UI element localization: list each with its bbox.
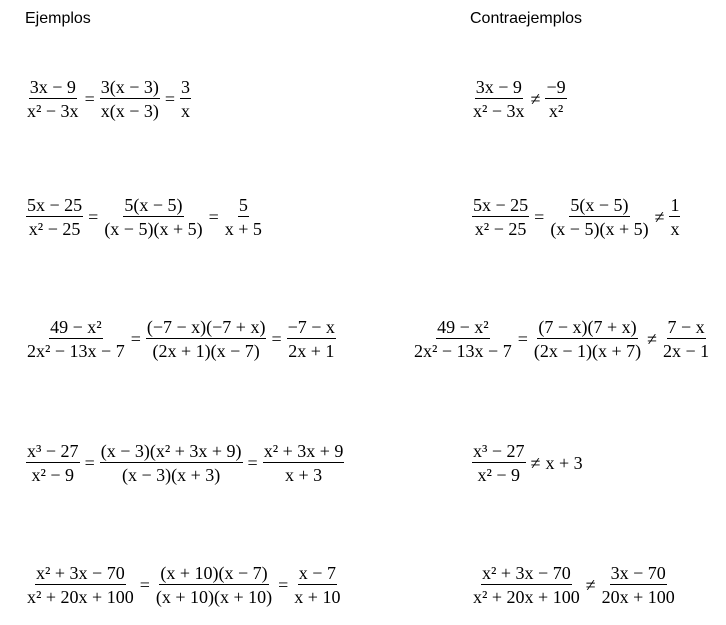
denominator: x² − 9 <box>31 465 75 485</box>
fraction <box>287 318 336 360</box>
operator: = <box>88 207 99 227</box>
fraction <box>669 196 680 238</box>
denominator: x + 5 <box>224 219 262 239</box>
fraction <box>662 318 710 360</box>
denominator: 20x + 100 <box>601 587 675 607</box>
denominator: (x − 3)(x + 3) <box>121 465 221 485</box>
fraction <box>26 78 80 120</box>
fraction <box>26 442 80 484</box>
operator: ≠ <box>647 329 658 349</box>
fraction <box>26 318 126 360</box>
operator: ≠ <box>530 453 541 473</box>
numerator: (7 − x)(7 + x) <box>538 317 637 337</box>
example-5 <box>24 564 343 606</box>
numerator: x² + 3x − 70 <box>36 563 125 583</box>
numerator: (−7 − x)(−7 + x) <box>146 317 266 337</box>
example-2 <box>24 196 265 238</box>
operator: ≠ <box>654 207 665 227</box>
fraction <box>472 78 526 120</box>
denominator: (2x + 1)(x − 7) <box>152 341 260 361</box>
fraction <box>545 78 566 120</box>
counterexample-5 <box>470 564 678 606</box>
denominator: x <box>670 219 680 239</box>
fraction <box>100 442 243 484</box>
denominator: x² − 9 <box>477 465 521 485</box>
fraction <box>472 564 581 606</box>
fraction <box>601 564 676 606</box>
operator: = <box>208 207 219 227</box>
numerator: 5x − 25 <box>27 195 83 215</box>
denominator: (x − 5)(x + 5) <box>550 219 649 239</box>
fraction <box>533 318 642 360</box>
operator: = <box>84 89 95 109</box>
fraction <box>224 196 263 238</box>
denominator: x(x − 3) <box>100 101 159 121</box>
denominator: (x + 10)(x + 10) <box>155 587 273 607</box>
fraction <box>26 196 83 238</box>
numerator: 49 − x² <box>437 317 489 337</box>
heading-contraejemplos: Contraejemplos <box>470 10 583 27</box>
denominator: x <box>181 101 191 121</box>
operator: = <box>84 453 95 473</box>
numerator: 5 <box>238 195 248 215</box>
operator: = <box>247 453 258 473</box>
denominator: x² + 20x + 100 <box>473 587 580 607</box>
numerator: 3x − 9 <box>475 77 522 97</box>
fraction <box>263 442 345 484</box>
operator: = <box>517 329 528 349</box>
fraction <box>472 442 526 484</box>
example-4 <box>24 442 346 484</box>
operator: = <box>534 207 545 227</box>
counterexample-4 <box>470 442 583 484</box>
numerator: 3(x − 3) <box>100 77 159 97</box>
operator: ≠ <box>530 89 541 109</box>
denominator: x² <box>548 101 564 121</box>
numerator: −9 <box>546 77 566 97</box>
fraction <box>180 78 191 120</box>
fraction <box>26 564 135 606</box>
denominator: x + 3 <box>284 465 323 485</box>
fraction <box>472 196 529 238</box>
numerator: 49 − x² <box>50 317 102 337</box>
numerator: (x + 10)(x − 7) <box>160 563 268 583</box>
example-3 <box>24 318 338 360</box>
operator: ≠ <box>585 575 596 595</box>
denominator: x² − 3x <box>27 101 79 121</box>
fraction <box>146 318 267 360</box>
counterexample-2 <box>470 196 682 238</box>
fraction <box>413 318 513 360</box>
denominator: 2x² − 13x − 7 <box>27 341 125 361</box>
denominator: (2x − 1)(x + 7) <box>533 341 642 361</box>
heading-ejemplos: Ejemplos <box>25 10 91 27</box>
numerator: 5(x − 5) <box>570 195 629 215</box>
counterexample-3 <box>411 318 712 360</box>
numerator: 3 <box>181 77 191 97</box>
numerator: −7 − x <box>287 317 335 337</box>
expression: x + 3 <box>545 453 583 473</box>
example-1 <box>24 78 193 120</box>
operator: = <box>278 575 289 595</box>
counterexample-1 <box>470 78 569 120</box>
numerator: (x − 3)(x² + 3x + 9) <box>100 441 242 461</box>
fraction <box>293 564 341 606</box>
numerator: 3x − 9 <box>29 77 76 97</box>
fraction <box>549 196 649 238</box>
numerator: 5x − 25 <box>473 195 529 215</box>
numerator: 5(x − 5) <box>124 195 183 215</box>
operator: = <box>130 329 141 349</box>
denominator: x + 10 <box>294 587 341 607</box>
operator: = <box>164 89 176 109</box>
denominator: x² − 25 <box>474 219 527 239</box>
fraction <box>155 564 273 606</box>
fraction <box>103 196 203 238</box>
denominator: x² − 3x <box>473 101 525 121</box>
fraction <box>100 78 160 120</box>
numerator: x² + 3x − 70 <box>482 563 571 583</box>
numerator: x³ − 27 <box>473 441 525 461</box>
denominator: 2x − 1 <box>663 341 710 361</box>
numerator: 7 − x <box>667 317 705 337</box>
operator: = <box>271 329 282 349</box>
numerator: x² + 3x + 9 <box>263 441 344 461</box>
denominator: 2x + 1 <box>288 341 335 361</box>
numerator: x − 7 <box>298 563 336 583</box>
numerator: x³ − 27 <box>27 441 79 461</box>
denominator: (x − 5)(x + 5) <box>104 219 203 239</box>
denominator: x² − 25 <box>28 219 81 239</box>
denominator: x² + 20x + 100 <box>27 587 134 607</box>
numerator: 1 <box>670 195 680 215</box>
denominator: 2x² − 13x − 7 <box>414 341 512 361</box>
operator: = <box>139 575 150 595</box>
numerator: 3x − 70 <box>610 563 666 583</box>
